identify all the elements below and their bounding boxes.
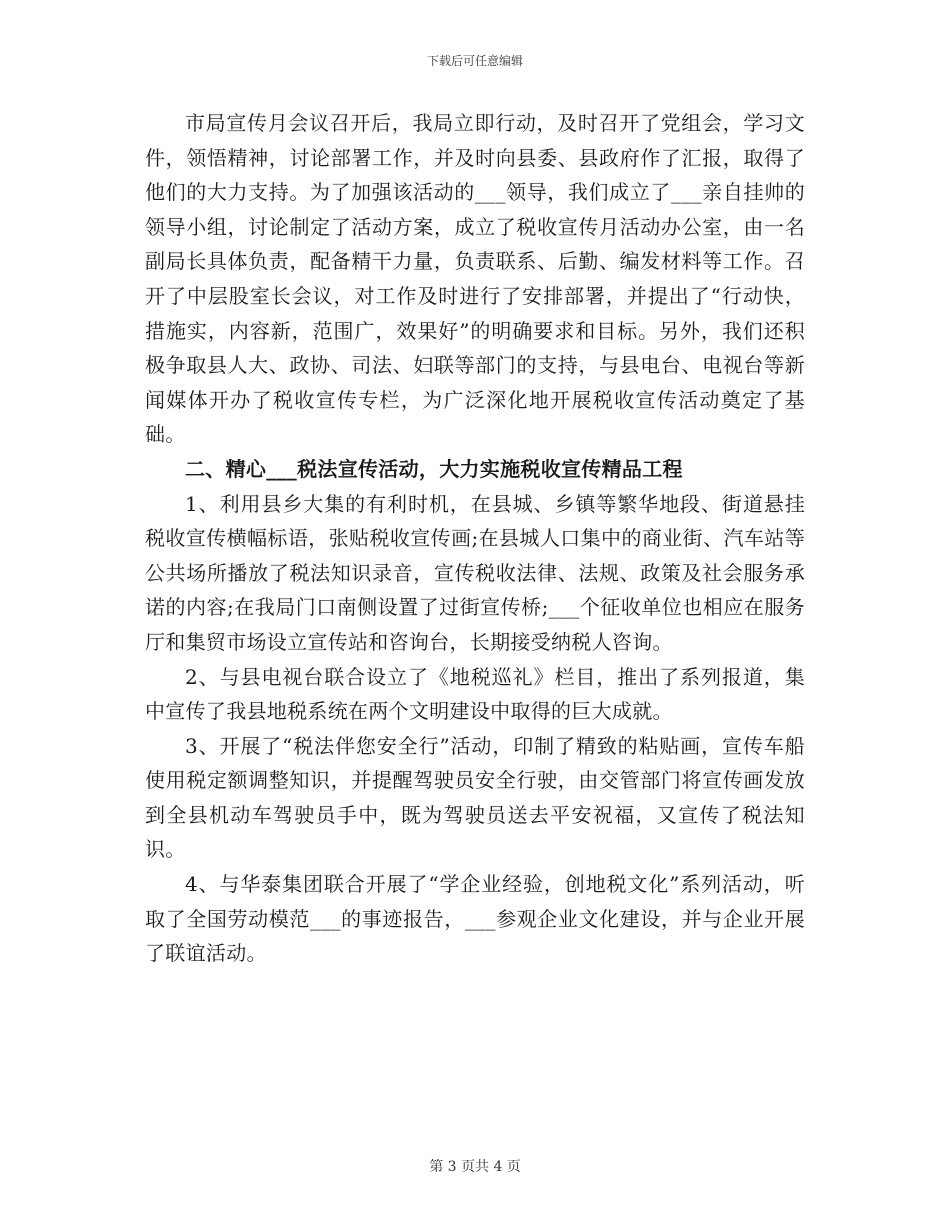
document-body <box>145 106 805 971</box>
page-number: 第 3 页共 4 页 <box>429 1159 521 1175</box>
header-note: 下载后可任意编辑 <box>426 54 523 68</box>
paragraph-item-2: 2、与县电视台联合设立了《地税巡礼》栏目，推出了系列报道，集中宣传了我县地税系统在两个文明建设中取得的巨大成就。 <box>145 664 805 724</box>
paragraph-item-4: 4、与华泰集团联合开展了“学企业经验，创地税文化”系列活动，听取了全国劳动模范___的事迹报告，___参观企业文化建设，并与企业开展了联谊活动。 <box>145 872 805 966</box>
paragraph-item-3: 3、开展了“税法伴您安全行”活动，印制了精致的粘贴画，宣传车船使用税定额调整知识，并提醒驾驶员安全行驶，由交管部门将宣传画发放到全县机动车驾驶员手中，既为驾驶员送去平安祝福，又宣传了税法知识。 <box>145 733 805 862</box>
paragraph-item-1: 1、利用县乡大集的有利时机，在县城、乡镇等繁华地段、街道悬挂税收宣传横幅标语，张贴税收宣传画;在县城人口集中的商业街、汽车站等公共场所播放了税法知识录音，宣传税收法律、法规、政策及社会服务承诺的内容;在我局门口南侧设置了过街宣传桥;___个征收单位也相应在服务厅和集贸市场设立宣传站和咨询台，长期接受纳税人咨询。 <box>145 491 805 654</box>
paragraph-intro: 市局宣传月会议召开后，我局立即行动，及时召开了党组会，学习文件，领悟精神，讨论部署工作，并及时向县委、县政府作了汇报，取得了他们的大力支持。为了加强该活动的___领导，我们成立了___亲自挂帅的领导小组，讨论制定了活动方案，成立了税收宣传月活动办公室，由一名副局长具体负责，配备精干力量，负责联系、后勤、编发材料等工作。召开了中层股室长会议，对工作及时进行了安排部署，并提出了“行动快，措施实，内容新，范围广，效果好”的明确要求和目标。另外，我们还积极争取县人大、政协、司法、妇联等部门的支持，与县电台、电视台等新闻媒体开办了税收宣传专栏，为广泛深化地开展税收宣传活动奠定了基础。 <box>145 111 805 447</box>
section-heading: 二、精心___税法宣传活动，大力实施税收宣传精品工程 <box>185 456 683 481</box>
